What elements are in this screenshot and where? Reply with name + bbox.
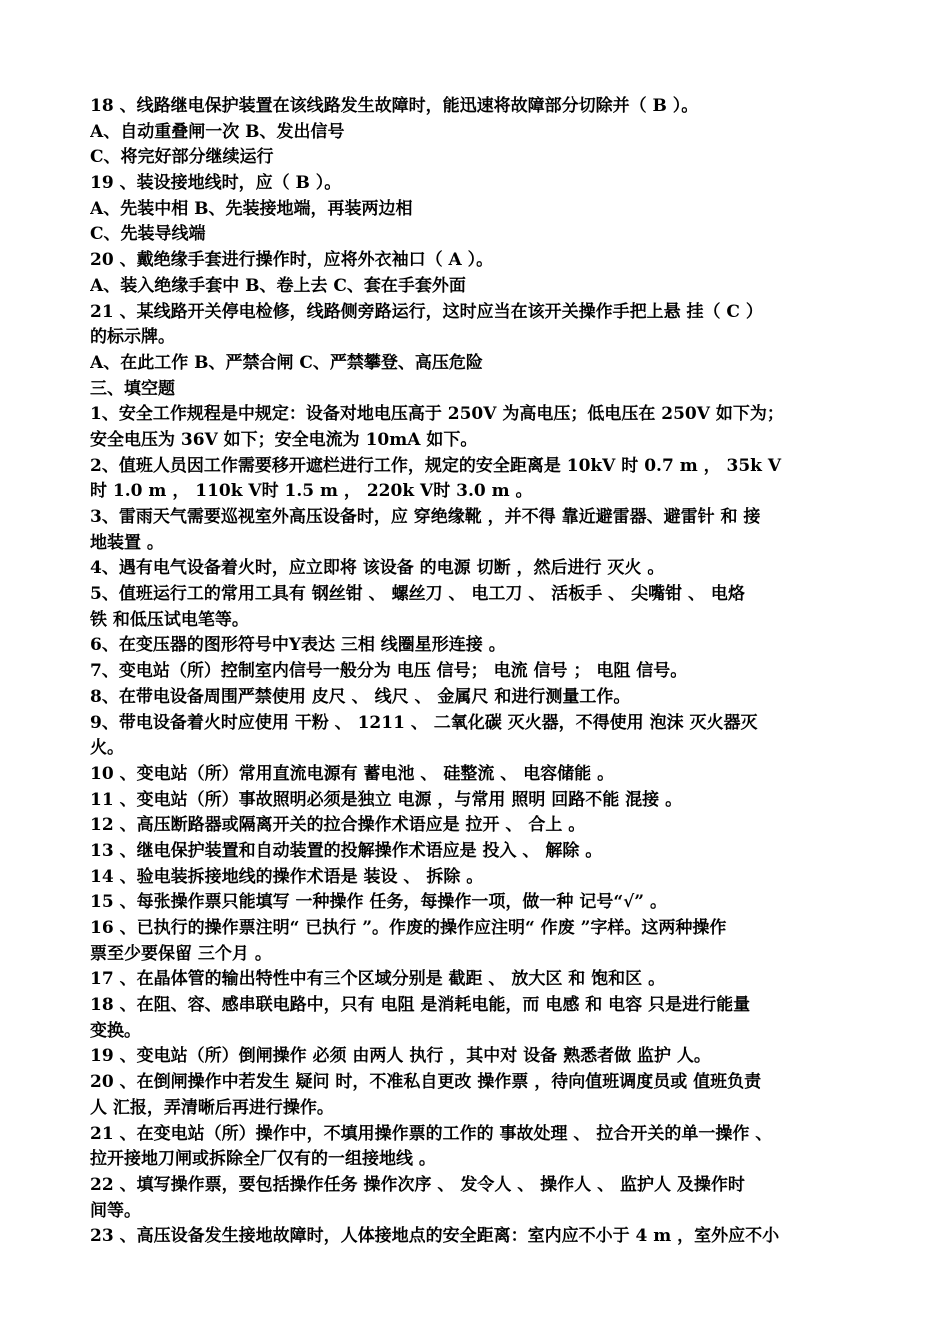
text-line: 4、遇有电气设备着火时，应立即将 该设备 的电源 切断 ，然后进行 灭火 。 <box>90 558 665 579</box>
text-line: 2、值班人员因工作需要移开遮栏进行工作，规定的安全距离是 10kV 时 0.7 m ， 35k V <box>90 455 782 476</box>
text-line: 7、变电站（所）控制室内信号一般分为 电压 信号； 电流 信号 ； 电阻 信号。 <box>90 661 688 682</box>
text-line: 火。 <box>90 738 124 759</box>
text-line: 人 汇报，弄清晰后再进行操作。 <box>90 1097 334 1118</box>
text-line: 18 、线路继电保护装置在该线路发生故障时，能迅速将故障部分切除并（ B ）。 <box>90 96 699 116</box>
text-line: 21 、在变电站（所）操作中，不填用操作票的工作的 事故处理 、 拉合开关的单一操作 、 <box>90 1123 773 1144</box>
text-line: 23 、高压设备发生接地故障时，人体接地点的安全距离：室内应不小于 4 m ，室外应不小 <box>90 1226 780 1247</box>
text-line: 19 、变电站（所）倒闸操作 必须 由两人 执行 ，其中对 设备 熟悉者做 监护 人。 <box>90 1046 711 1067</box>
text-line: 22 、填写操作票，要包括操作任务 操作次序 、 发令人 、 操作人 、 监护人 及操作时 <box>90 1174 745 1195</box>
text-line: 13 、继电保护装置和自动装置的投解操作术语应是 投入 、 解除 。 <box>90 840 603 861</box>
text-line: 地装置 。 <box>90 532 164 553</box>
text-line: 9、带电设备着火时应使用 干粉 、 1211 、 二氧化碳 灭火器，不得使用 泡沫 灭火器灭 <box>90 712 758 733</box>
text-line: 拉开接地刀闸或拆除全厂仅有的一组接地线 。 <box>90 1149 436 1170</box>
text-line: A、自动重叠闸一次 B、发出信号 <box>90 121 345 142</box>
text-line: 6、在变压器的图形符号中Y表达 三相 线圈星形连接 。 <box>90 635 506 656</box>
document-page <box>90 94 865 1250</box>
text-line: 20 、戴绝缘手套进行操作时，应将外衣袖口（ A ）。 <box>90 250 494 271</box>
text-line: 3、雷雨天气需要巡视室外高压设备时，应 穿绝缘靴 ，并不得 靠近避雷器、避雷针 和 接 <box>90 507 761 527</box>
text-line: 11 、变电站（所）事故照明必须是独立 电源 ，与常用 照明 回路不能 混接 。 <box>90 789 683 810</box>
text-line: 8、在带电设备周围严禁使用 皮尺 、 线尺 、 金属尺 和进行测量工作。 <box>90 686 631 707</box>
text-line: 16 、已执行的操作票注明“ 已执行 ”。作废的操作应注明“ 作废 ”字样。这两种操作 <box>90 918 727 938</box>
text-line: A、装入绝缘手套中 B、卷上去 C、套在手套外面 <box>90 275 466 296</box>
text-line: A、先装中相 B、先装接地端，再装两边相 <box>90 198 413 219</box>
text-line: 5、值班运行工的常用工具有 钢丝钳 、 螺丝刀 、 电工刀 、 活板手 、 尖嘴钳 、 电烙 <box>90 584 745 605</box>
text-line: 变换。 <box>90 1020 141 1041</box>
text-line: 1、安全工作规程是中规定：设备对地电压高于 250V 为高电压；低电压在 250V 如下为； <box>90 404 784 425</box>
text-line: 时 1.0 m ， 110k V时 1.5 m ， 220k V时 3.0 m 。 <box>90 481 533 502</box>
text-line: A、在此工作 B、严禁合闸 C、严禁攀登、高压危险 <box>90 352 483 373</box>
text-line: 18 、在阻、容、感串联电路中，只有 电阻 是消耗电能，而 电感 和 电容 只是进行能量 <box>90 995 751 1016</box>
text-line: 的标示牌。 <box>90 327 175 348</box>
text-line: 票至少要保留 三个月 。 <box>90 943 272 964</box>
text-line: 15 、每张操作票只能填写 一种操作 任务，每操作一项，做一种 记号“√” 。 <box>90 892 667 913</box>
text-line: 12 、高压断路器或隔离开关的拉合操作术语应是 拉开 、 合上 。 <box>90 815 586 836</box>
text-line: 17 、在晶体管的输出特性中有三个区域分别是 截距 、 放大区 和 饱和区 。 <box>90 969 666 990</box>
text-line: C、先装导线端 <box>90 224 206 245</box>
text-line: 20 、在倒闸操作中若发生 疑问 时，不准私自更改 操作票 ，待向值班调度员或 值班负责 <box>90 1072 762 1093</box>
text-line: 安全电压为 36V 如下；安全电流为 10mA 如下。 <box>90 429 478 450</box>
text-line: 21 、某线路开关停电检修，线路侧旁路运行，这时应当在该开关操作手把上悬 挂（ C ） <box>90 301 763 322</box>
text-line: 10 、变电站（所）常用直流电源有 蓄电池 、 硅整流 、 电容储能 。 <box>90 763 615 784</box>
text-line: 间等。 <box>90 1200 141 1221</box>
text-line: 14 、验电装拆接地线的操作术语是 装设 、 拆除 。 <box>90 866 484 887</box>
text-line: 铁 和低压试电笔等。 <box>90 609 249 630</box>
text-line: 19 、装设接地线时，应（ B ）。 <box>90 173 342 194</box>
text-line: C、将完好部分继续运行 <box>90 147 274 168</box>
text-line: 三、填空题 <box>90 378 175 399</box>
